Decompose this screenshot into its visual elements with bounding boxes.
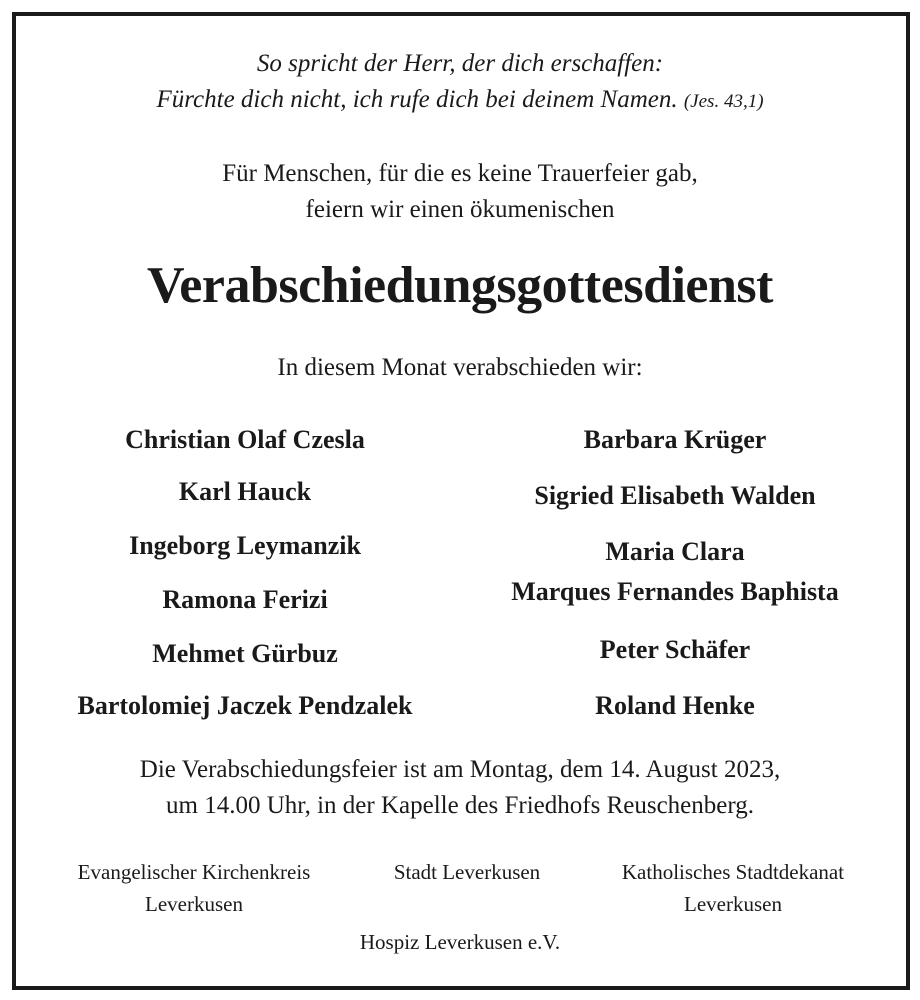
bible-verse — [0, 46, 920, 120]
organizer-right-line-1: Katholisches Stadtdekanat — [621, 860, 845, 884]
headline: Verabschiedungsgottesdienst — [147, 257, 773, 314]
verse-line-1: So spricht der Herr, der dich erschaffen: — [256, 50, 664, 77]
name-left-1: Christian Olaf Czesla — [125, 425, 365, 454]
name-left-4: Ramona Ferizi — [162, 585, 328, 614]
name-left-2: Karl Hauck — [178, 477, 312, 506]
verse-line-2 — [0, 82, 920, 120]
ceremony-line-2: um 14.00 Uhr, in der Kapelle des Friedhofs Reuschenberg. — [166, 792, 754, 819]
organizer-ev-kirchenkreis — [36, 856, 352, 920]
name-left-5: Mehmet Gürbuz — [152, 639, 338, 668]
organizer-left-line-2: Leverkusen — [145, 892, 243, 916]
intro-text — [0, 156, 920, 228]
name-right-4: Peter Schäfer — [599, 635, 751, 664]
ceremony-details — [0, 752, 920, 824]
organizer-left-line-1: Evangelischer Kirchenkreis — [77, 860, 311, 884]
name-right-3b: Marques Fernandes Baphista — [511, 577, 839, 606]
intro-line-2: feiern wir einen ökumenischen — [305, 196, 615, 223]
intro-line-1: Für Menschen, für die es keine Trauerfeier gab, — [222, 160, 698, 187]
organizer-stadt: Stadt Leverkusen — [393, 860, 541, 884]
organizer-hospiz: Hospiz Leverkusen e.V. — [359, 930, 561, 954]
verse-line-2-text: Fürchte dich nicht, ich rufe dich bei deinem Namen. — [156, 86, 678, 113]
name-left-6: Bartolomiej Jaczek Pendzalek — [77, 691, 413, 720]
name-left-3: Ingeborg Leymanzik — [129, 531, 361, 560]
name-right-3a: Maria Clara — [605, 537, 745, 566]
organizer-right-line-2: Leverkusen — [684, 892, 782, 916]
verse-reference: (Jes. 43,1) — [683, 91, 764, 112]
name-right-5: Roland Henke — [595, 691, 755, 720]
organizer-kath-stadtdekanat — [578, 856, 888, 920]
name-right-2: Sigried Elisabeth Walden — [534, 481, 816, 510]
month-text: In diesem Monat verabschieden wir: — [277, 354, 643, 381]
name-right-1: Barbara Krüger — [583, 425, 767, 454]
ceremony-line-1: Die Verabschiedungsfeier ist am Montag, dem 14. August 2023, — [139, 756, 781, 783]
